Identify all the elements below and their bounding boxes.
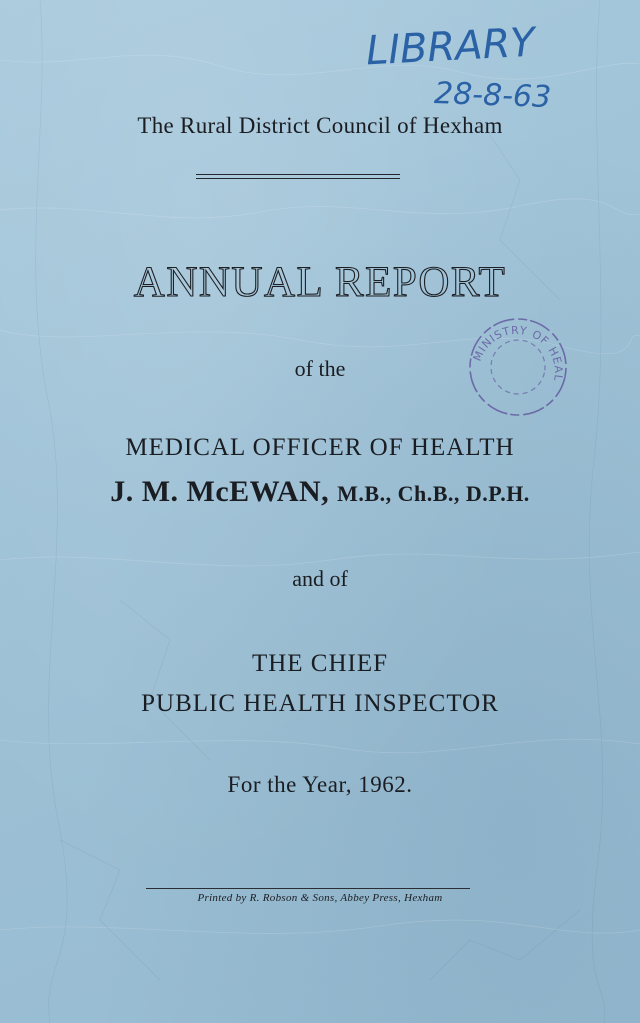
report-title: ANNUAL REPORT [133,259,507,306]
inspector-heading: PUBLIC HEALTH INSPECTOR [141,690,499,717]
of-the-text: of the [294,356,346,381]
officer-name: J. M. McEWAN, [110,475,330,508]
stamp-text: MINISTRY OF HEALTH [470,323,566,382]
and-of-text: and of [292,566,348,591]
officer-qualifications: M.B., Ch.B., D.P.H. [337,481,530,506]
handwritten-date-text: 28-8-63 [433,76,552,116]
council-name: The Rural District Council of Hexham [137,113,503,138]
printer-credit: Printed by R. Robson & Sons, Abbey Press, Hexham [197,892,443,904]
report-year: For the Year, 1962. [227,772,413,797]
medical-officer-heading: MEDICAL OFFICER OF HEALTH [125,434,515,461]
printer-rule [146,888,470,889]
chief-heading: THE CHIEF [251,650,389,677]
officer-line [0,475,640,509]
double-rule [196,174,400,179]
handwritten-library-text: LIBRARY [364,19,536,75]
